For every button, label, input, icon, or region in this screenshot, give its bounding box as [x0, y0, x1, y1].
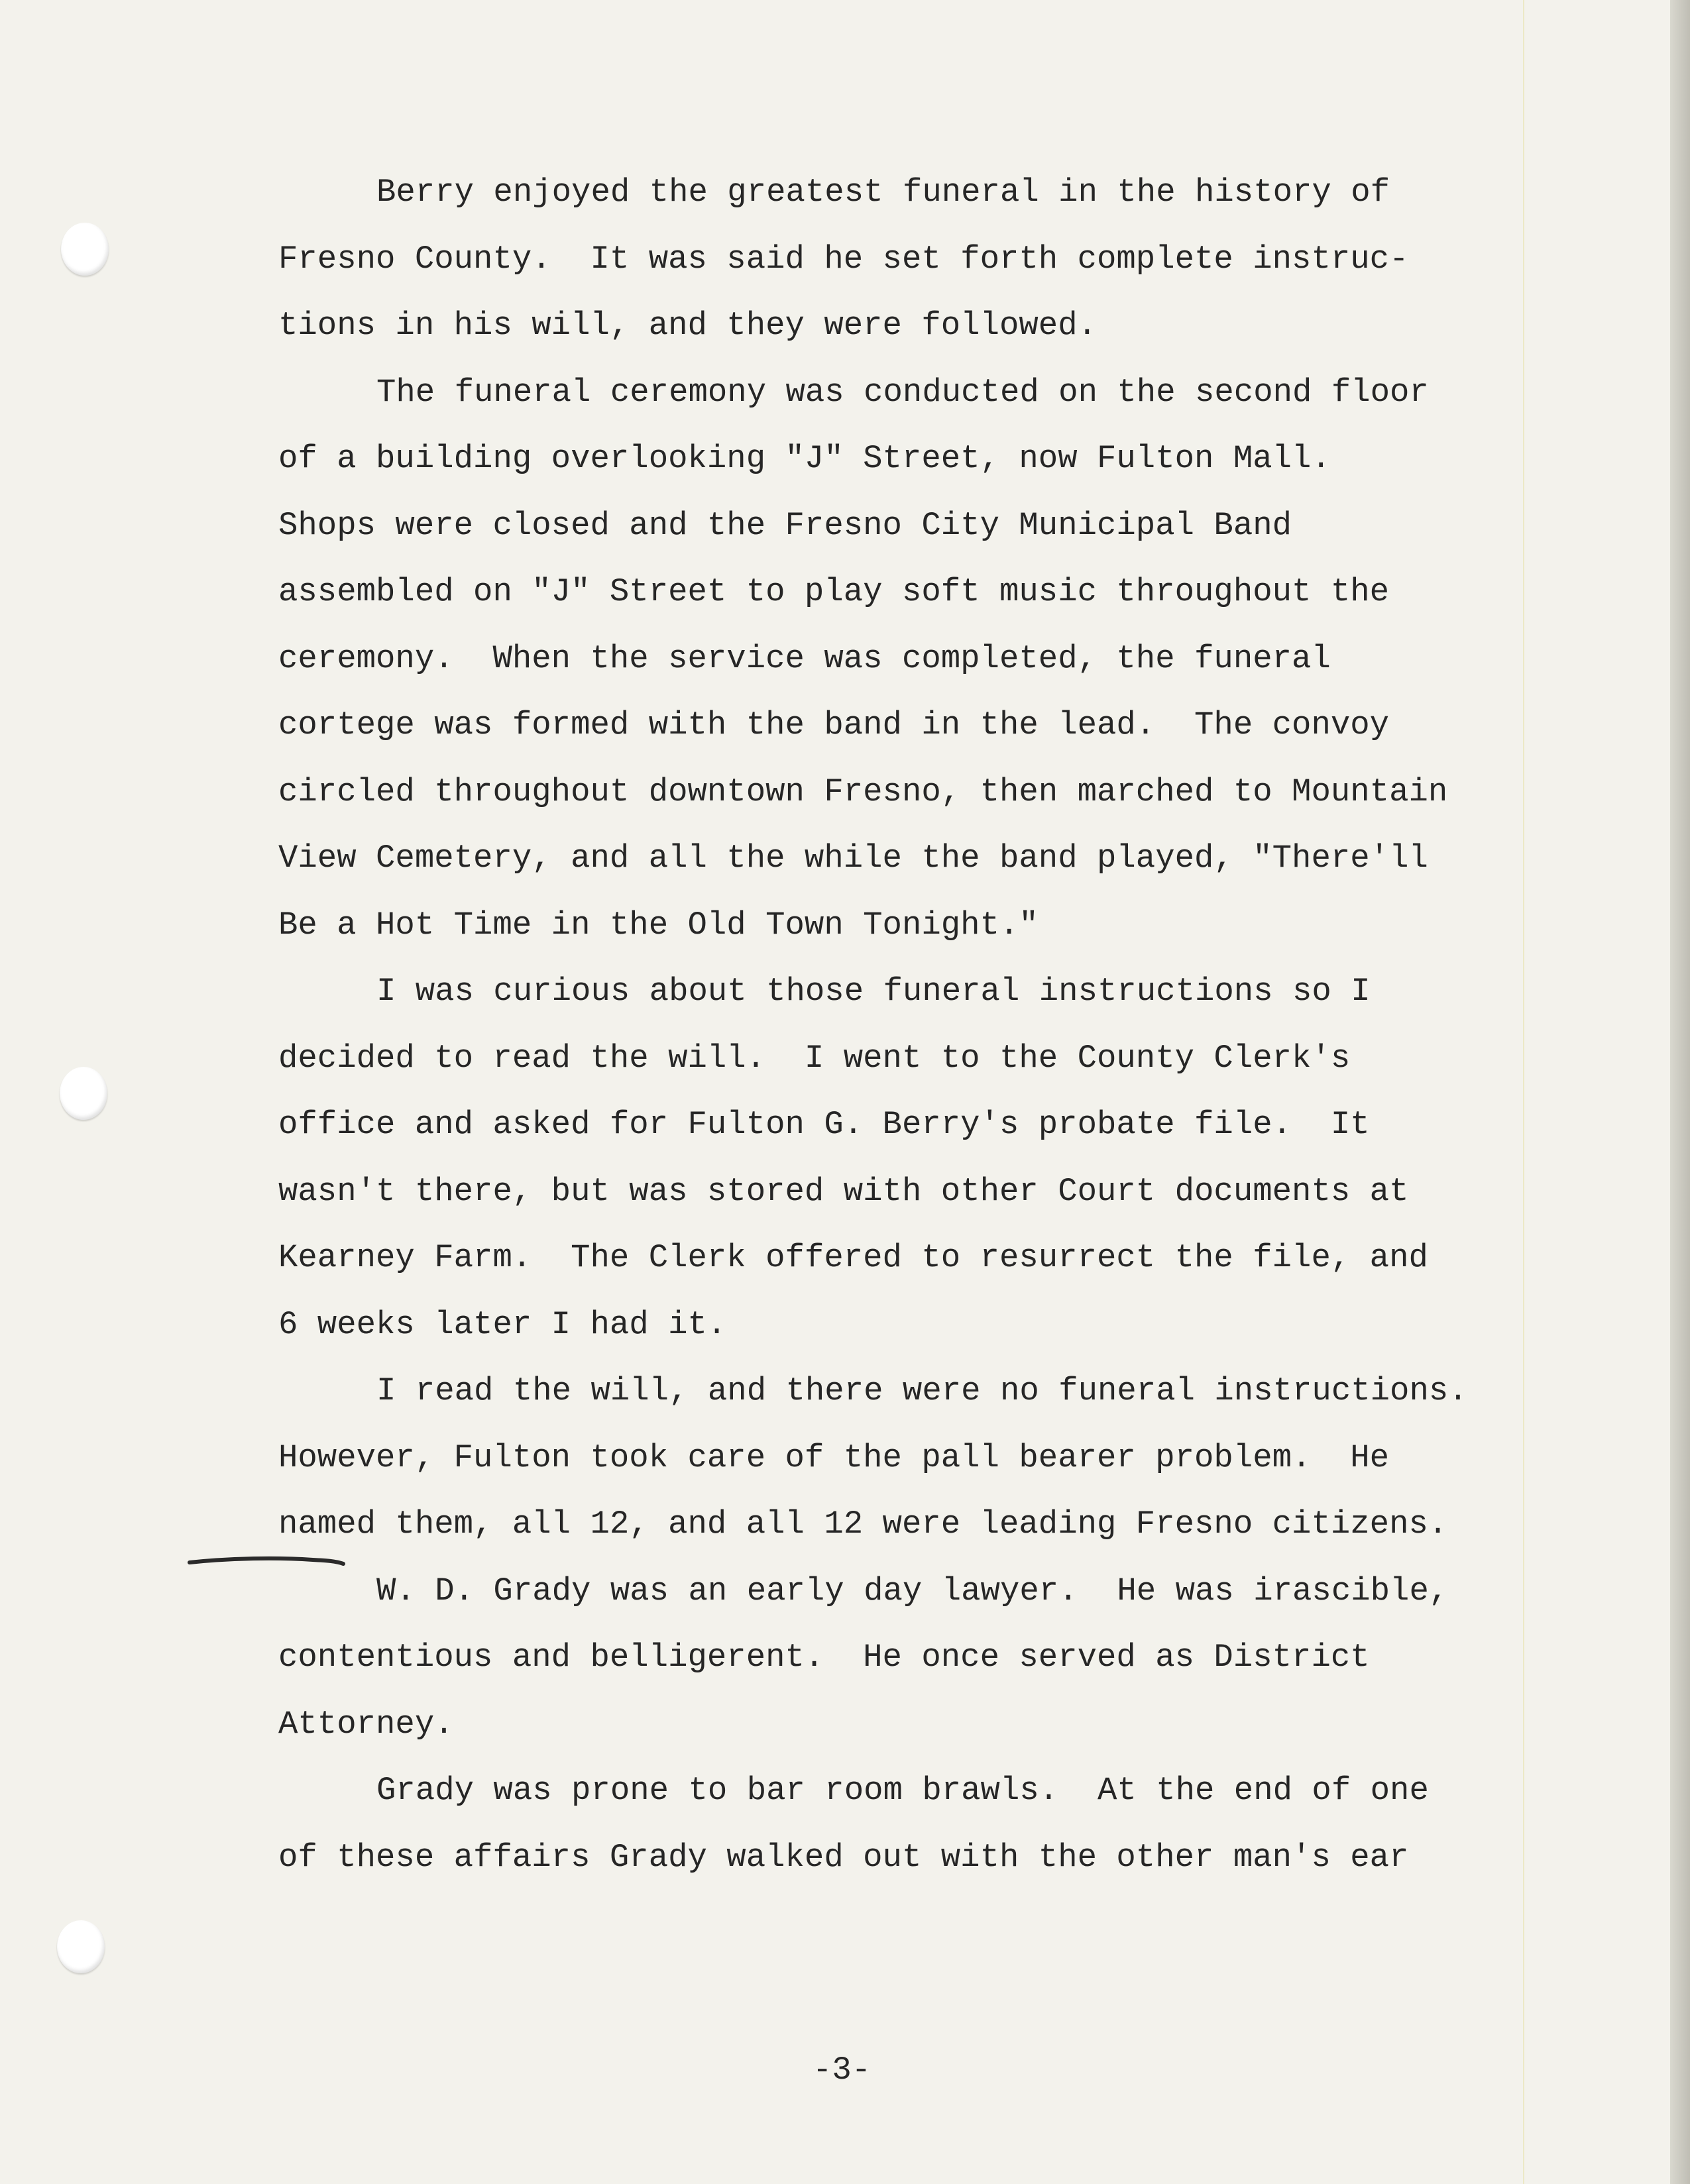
text-line: assembled on "J" Street to play soft music throughout the — [278, 573, 1390, 610]
text-line: View Cemetery, and all the while the band played, "There'll — [278, 840, 1428, 877]
page-number: -3- — [813, 2051, 872, 2089]
text-line: wasn't there, but was stored with other Court documents at — [278, 1172, 1409, 1210]
text-line: Be a Hot Time in the Old Town Tonight." — [278, 906, 1039, 944]
text-line: Grady was prone to bar room brawls. At the end of one — [376, 1772, 1429, 1809]
text-line: office and asked for Fulton G. Berry's probate file. It — [278, 1106, 1370, 1143]
paragraph — [278, 1358, 1524, 1558]
text-line: ceremony. When the service was completed, the funeral — [278, 639, 1331, 677]
text-line: circled throughout downtown Fresno, then marched to Mountain — [278, 773, 1448, 810]
punch-hole-bottom — [57, 1920, 105, 1973]
text-line: I was curious about those funeral instructions so I — [376, 973, 1371, 1010]
text-line: Attorney. — [278, 1705, 454, 1743]
text-line: W. D. Grady was an early day lawyer. He was irascible, — [376, 1572, 1449, 1610]
text-line: contentious and belligerent. He once served as District — [278, 1639, 1370, 1676]
punch-hole-top — [61, 223, 109, 276]
text-line: 6 weeks later I had it. — [278, 1305, 727, 1343]
paragraph — [278, 359, 1524, 959]
text-line: of a building overlooking "J" Street, now Fulton Mall. — [278, 440, 1331, 477]
paragraph — [278, 1558, 1524, 1758]
text-line: decided to read the will. I went to the County Clerk's — [278, 1039, 1351, 1077]
text-line: Fresno County. It was said he set forth complete instruc- — [278, 240, 1409, 278]
punch-hole-middle — [60, 1067, 107, 1120]
text-line: cortege was formed with the band in the lead. The convoy — [278, 706, 1390, 743]
paragraph — [278, 159, 1524, 359]
text-line: Kearney Farm. The Clerk offered to resurrect the file, and — [278, 1239, 1428, 1276]
text-line: However, Fulton took care of the pall bearer problem. He — [278, 1439, 1390, 1476]
text-line: tions in his will, and they were followed. — [278, 307, 1098, 344]
paragraph — [278, 958, 1524, 1358]
text-line: Berry enjoyed the greatest funeral in the history of — [376, 174, 1390, 211]
text-line: Shops were closed and the Fresno City Municipal Band — [278, 506, 1292, 544]
text-line: The funeral ceremony was conducted on the second floor — [376, 373, 1429, 411]
text-line: of these affairs Grady walked out with the other man's ear — [278, 1838, 1409, 1876]
text-line: named them, all 12, and all 12 were leading Fresno citizens. — [278, 1505, 1448, 1543]
body-text — [278, 159, 1524, 1890]
paragraph — [278, 1757, 1524, 1890]
page-edge — [1670, 0, 1690, 2184]
text-line: I read the will, and there were no funeral instructions. — [376, 1372, 1468, 1409]
